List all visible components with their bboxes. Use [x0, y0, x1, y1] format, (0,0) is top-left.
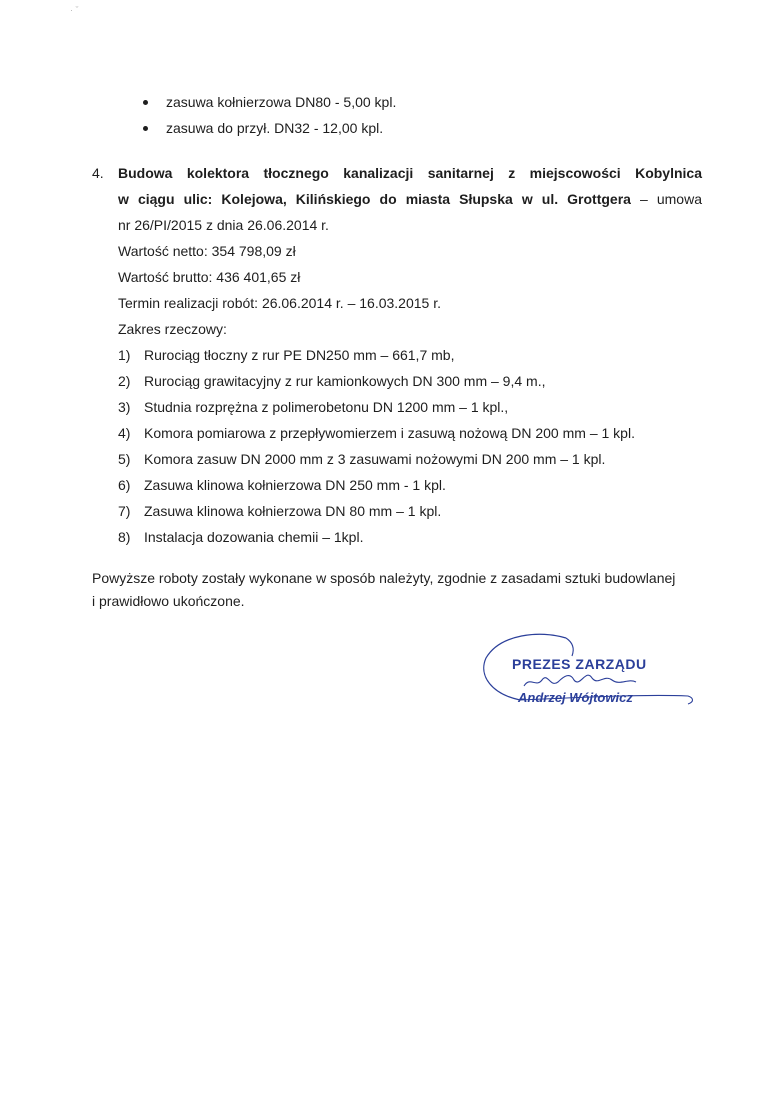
bullet-text: zasuwa do przył. DN32 - 12,00 kpl. [166, 120, 384, 136]
scope-item [118, 394, 702, 420]
scope-item [118, 446, 702, 472]
scope-number: 6) [118, 477, 131, 493]
section-title-line-1: Budowa kolektora tłocznego kanalizacji sanitarnej z miejscowości Kobylnica [118, 165, 702, 181]
scope-item [118, 342, 702, 368]
scope-number: 8) [118, 529, 131, 545]
stamp-name: Andrzej Wójtowicz [518, 690, 633, 705]
scope-number: 2) [118, 373, 131, 389]
bullet-list [140, 89, 700, 141]
scope-number: 7) [118, 503, 131, 519]
scope-label: Zakres rzeczowy: [118, 321, 227, 337]
section-number: 4. [92, 165, 104, 181]
closing-paragraph [92, 567, 702, 613]
bullet-icon [143, 126, 148, 131]
section-title-bold: w ciągu ulic: Kolejowa, Kilińskiego do miasta Słupska w ul. Grottgera [118, 191, 631, 207]
closing-line-1: Powyższe roboty zostały wykonane w sposób należyty, zgodnie z zasadami sztuki budowlanej [92, 570, 676, 586]
net-value: Wartość netto: 354 798,09 zł [118, 243, 296, 259]
scope-number: 3) [118, 399, 131, 415]
scope-item [118, 498, 702, 524]
bullet-text: zasuwa kołnierzowa DN80 - 5,00 kpl. [166, 94, 397, 110]
scope-item [118, 420, 702, 446]
contract-line: nr 26/PI/2015 z dnia 26.06.2014 r. [118, 217, 329, 233]
scope-number: 4) [118, 425, 131, 441]
closing-line-2: i prawidłowo ukończone. [92, 593, 245, 609]
scope-text: Komora pomiarowa z przepływomierzem i zasuwą nożową DN 200 mm – 1 kpl. [144, 425, 635, 441]
section-title-line-2 [118, 186, 702, 212]
scan-artifact: · ˇ [70, 5, 79, 15]
stamp-title: PREZES ZARZĄDU [512, 656, 647, 672]
scope-list [118, 342, 702, 550]
scope-number: 1) [118, 347, 131, 363]
gross-value: Wartość brutto: 436 401,65 zł [118, 269, 301, 285]
scope-text: Rurociąg grawitacyjny z rur kamionkowych DN 300 mm – 9,4 m., [144, 373, 546, 389]
scope-text: Zasuwa klinowa kołnierzowa DN 250 mm - 1 kpl. [144, 477, 446, 493]
signature-stamp [480, 628, 700, 718]
contract-word: – umowa [630, 191, 702, 207]
list-item [140, 89, 700, 115]
scope-item [118, 368, 702, 394]
scope-text: Zasuwa klinowa kołnierzowa DN 80 mm – 1 kpl. [144, 503, 442, 519]
scope-item [118, 524, 702, 550]
scope-text: Rurociąg tłoczny z rur PE DN250 mm – 661,7 mb, [144, 347, 455, 363]
scope-item [118, 472, 702, 498]
scope-number: 5) [118, 451, 131, 467]
completion-term: Termin realizacji robót: 26.06.2014 r. – 16.03.2015 r. [118, 295, 441, 311]
bullet-icon [143, 100, 148, 105]
section-item-4 [92, 160, 702, 550]
scope-text: Instalacja dozowania chemii – 1kpl. [144, 529, 364, 545]
scope-text: Studnia rozprężna z polimerobetonu DN 1200 mm – 1 kpl., [144, 399, 509, 415]
list-item [140, 115, 700, 141]
scope-text: Komora zasuw DN 2000 mm z 3 zasuwami nożowymi DN 200 mm – 1 kpl. [144, 451, 606, 467]
